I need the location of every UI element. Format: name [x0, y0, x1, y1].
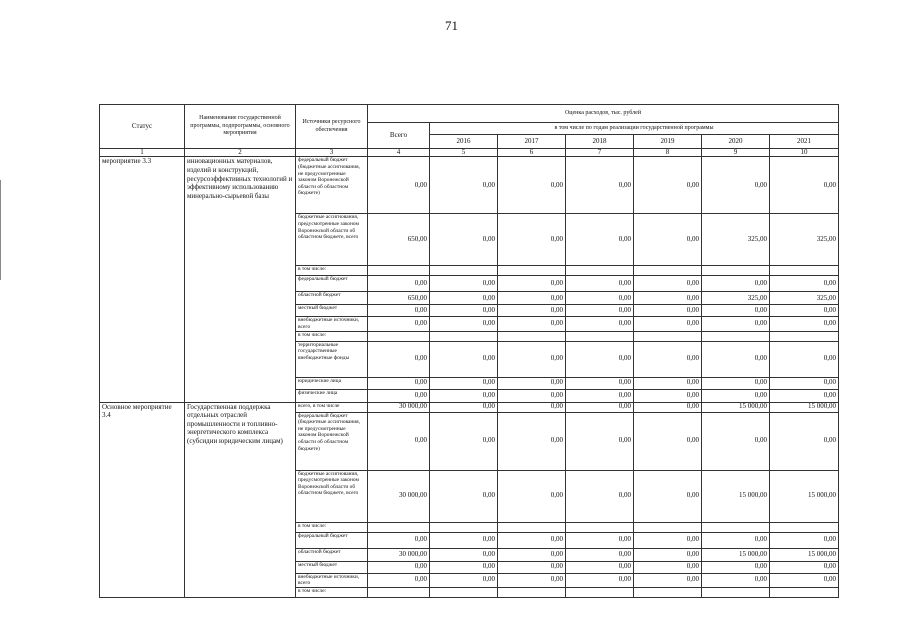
year-value-cell: 0,00	[430, 412, 498, 470]
year-value-cell: 0,00	[566, 389, 634, 402]
source-cell: в том числе:	[296, 331, 368, 341]
year-value-cell: 0,00	[498, 389, 566, 402]
year-value-cell: 0,00	[702, 305, 770, 317]
total-value-cell: 0,00	[368, 389, 430, 402]
year-value-cell: 0,00	[770, 532, 839, 548]
year-value-cell	[498, 331, 566, 341]
year-value-cell	[770, 587, 839, 597]
year-value-cell: 0,00	[430, 157, 498, 214]
year-value-cell: 0,00	[770, 317, 839, 331]
year-value-cell	[770, 522, 839, 532]
year-value-cell: 0,00	[634, 157, 702, 214]
year-value-cell: 0,00	[634, 561, 702, 573]
header-year: 2019	[634, 135, 702, 149]
year-value-cell: 0,00	[634, 341, 702, 377]
header-year: 2018	[566, 135, 634, 149]
year-value-cell: 0,00	[566, 532, 634, 548]
year-value-cell: 0,00	[430, 377, 498, 389]
year-value-cell: 0,00	[634, 317, 702, 331]
total-value-cell: 0,00	[368, 341, 430, 377]
column-number: 8	[634, 149, 702, 157]
total-value-cell: 650,00	[368, 292, 430, 305]
source-cell: областной бюджет	[296, 292, 368, 305]
year-value-cell: 0,00	[430, 402, 498, 412]
year-value-cell: 0,00	[702, 573, 770, 587]
year-value-cell: 0,00	[430, 532, 498, 548]
year-value-cell: 0,00	[634, 412, 702, 470]
year-value-cell: 0,00	[430, 573, 498, 587]
year-value-cell: 0,00	[566, 377, 634, 389]
year-value-cell: 0,00	[498, 561, 566, 573]
table-row	[100, 402, 839, 412]
year-value-cell: 15 000,00	[702, 470, 770, 522]
year-value-cell: 0,00	[702, 157, 770, 214]
year-value-cell: 0,00	[770, 377, 839, 389]
year-value-cell: 0,00	[702, 341, 770, 377]
year-value-cell: 0,00	[430, 305, 498, 317]
year-value-cell: 0,00	[566, 292, 634, 305]
source-cell: федеральный бюджет (бюджетные ассигнования, не предусмотренные законом Воронежской области об областном бюджете)	[296, 157, 368, 214]
year-value-cell	[770, 331, 839, 341]
column-number: 2	[185, 149, 296, 157]
year-value-cell: 0,00	[770, 157, 839, 214]
year-value-cell	[566, 331, 634, 341]
header-total: Всего	[368, 123, 430, 149]
year-value-cell: 0,00	[566, 317, 634, 331]
year-value-cell	[566, 587, 634, 597]
year-value-cell: 0,00	[566, 402, 634, 412]
year-value-cell	[634, 522, 702, 532]
year-value-cell: 0,00	[498, 341, 566, 377]
year-value-cell: 0,00	[498, 402, 566, 412]
year-value-cell: 0,00	[566, 548, 634, 561]
year-value-cell: 0,00	[702, 276, 770, 292]
year-value-cell: 0,00	[770, 276, 839, 292]
year-value-cell: 0,00	[430, 561, 498, 573]
year-value-cell	[430, 522, 498, 532]
total-value-cell: 0,00	[368, 561, 430, 573]
total-value-cell: 0,00	[368, 157, 430, 214]
year-value-cell: 0,00	[634, 532, 702, 548]
total-value-cell: 0,00	[368, 276, 430, 292]
source-cell: территориальные государственные внебюджетные фонды	[296, 341, 368, 377]
year-value-cell: 0,00	[770, 561, 839, 573]
year-value-cell: 0,00	[634, 292, 702, 305]
source-cell: физические лица	[296, 389, 368, 402]
source-cell: федеральный бюджет (бюджетные ассигнования, не предусмотренные законом Воронежской области об областном бюджете)	[296, 412, 368, 470]
year-value-cell: 0,00	[634, 377, 702, 389]
year-value-cell	[702, 522, 770, 532]
header-sources: Источники ресурсного обеспечения	[296, 105, 368, 149]
column-number: 5	[430, 149, 498, 157]
source-cell: в том числе:	[296, 266, 368, 276]
year-value-cell: 0,00	[634, 548, 702, 561]
year-value-cell: 0,00	[702, 561, 770, 573]
source-cell: местный бюджет	[296, 561, 368, 573]
program-name-cell: Государственная поддержка отдельных отраслей промышленности и топливно-энергетического комплекса (субсидии юридическим лицам)	[185, 402, 296, 597]
year-value-cell: 0,00	[634, 389, 702, 402]
year-value-cell	[702, 331, 770, 341]
column-number: 6	[498, 149, 566, 157]
total-value-cell: 0,00	[368, 412, 430, 470]
total-value-cell: 30 000,00	[368, 402, 430, 412]
year-value-cell: 0,00	[634, 276, 702, 292]
total-value-cell: 0,00	[368, 377, 430, 389]
year-value-cell: 0,00	[770, 305, 839, 317]
year-value-cell: 0,00	[498, 470, 566, 522]
year-value-cell: 0,00	[430, 341, 498, 377]
year-value-cell: 0,00	[702, 532, 770, 548]
year-value-cell: 0,00	[498, 157, 566, 214]
year-value-cell: 0,00	[566, 341, 634, 377]
year-value-cell: 0,00	[566, 214, 634, 266]
budget-table	[99, 104, 839, 598]
program-name-cell: инновационных материалов, изделий и конструкций, ресурсоэффективных технологий и эффективному использованию минерально-сырьевой базы	[185, 157, 296, 402]
year-value-cell	[702, 587, 770, 597]
year-value-cell: 0,00	[566, 470, 634, 522]
year-value-cell: 0,00	[634, 470, 702, 522]
year-value-cell: 0,00	[430, 317, 498, 331]
total-value-cell: 0,00	[368, 317, 430, 331]
year-value-cell	[430, 331, 498, 341]
source-cell: всего, в том числе	[296, 402, 368, 412]
year-value-cell: 0,00	[702, 389, 770, 402]
year-value-cell: 0,00	[498, 214, 566, 266]
year-value-cell: 0,00	[566, 573, 634, 587]
year-value-cell: 0,00	[566, 276, 634, 292]
year-value-cell: 0,00	[634, 573, 702, 587]
year-value-cell: 0,00	[498, 292, 566, 305]
year-value-cell	[430, 266, 498, 276]
year-value-cell: 0,00	[566, 412, 634, 470]
total-value-cell	[368, 587, 430, 597]
source-cell: в том числе:	[296, 522, 368, 532]
year-value-cell	[634, 266, 702, 276]
source-cell: внебюджетные источники, всего	[296, 573, 368, 587]
year-value-cell: 0,00	[498, 276, 566, 292]
total-value-cell: 0,00	[368, 532, 430, 548]
year-value-cell: 0,00	[430, 214, 498, 266]
year-value-cell	[498, 587, 566, 597]
year-value-cell	[430, 587, 498, 597]
header-name: Наименование государственной программы, подпрограммы, основного мероприятия	[185, 105, 296, 149]
year-value-cell	[566, 266, 634, 276]
year-value-cell: 0,00	[770, 389, 839, 402]
table-body	[100, 157, 839, 597]
column-number: 3	[296, 149, 368, 157]
header-year: 2020	[702, 135, 770, 149]
page-number: 71	[445, 18, 458, 33]
source-cell: юридические лица	[296, 377, 368, 389]
year-value-cell: 0,00	[634, 402, 702, 412]
year-value-cell: 325,00	[702, 292, 770, 305]
year-value-cell: 325,00	[770, 292, 839, 305]
year-value-cell: 325,00	[770, 214, 839, 266]
total-value-cell: 30 000,00	[368, 548, 430, 561]
year-value-cell: 0,00	[566, 305, 634, 317]
year-value-cell: 15 000,00	[702, 548, 770, 561]
year-value-cell: 325,00	[702, 214, 770, 266]
scan-edge-line	[0, 180, 1, 280]
year-value-cell: 0,00	[634, 305, 702, 317]
year-value-cell: 0,00	[566, 157, 634, 214]
year-value-cell: 0,00	[498, 305, 566, 317]
year-value-cell: 0,00	[498, 377, 566, 389]
source-cell: федеральный бюджет	[296, 532, 368, 548]
total-value-cell	[368, 331, 430, 341]
total-value-cell: 0,00	[368, 573, 430, 587]
year-value-cell: 0,00	[430, 292, 498, 305]
year-value-cell: 0,00	[702, 317, 770, 331]
year-value-cell: 0,00	[702, 412, 770, 470]
status-cell: мероприятие 3.3	[100, 157, 185, 402]
source-cell: внебюджетные источники, всего	[296, 317, 368, 331]
header-year: 2016	[430, 135, 498, 149]
year-value-cell	[566, 522, 634, 532]
year-value-cell	[770, 266, 839, 276]
header-status: Статус	[100, 105, 185, 149]
total-value-cell: 650,00	[368, 214, 430, 266]
status-cell: Основное мероприятие 3.4	[100, 402, 185, 597]
header-year: 2021	[770, 135, 839, 149]
year-value-cell: 15 000,00	[770, 402, 839, 412]
column-number: 9	[702, 149, 770, 157]
header-year: 2017	[498, 135, 566, 149]
year-value-cell: 0,00	[498, 548, 566, 561]
column-number: 1	[100, 149, 185, 157]
source-cell: в том числе:	[296, 587, 368, 597]
year-value-cell: 0,00	[770, 573, 839, 587]
total-value-cell: 0,00	[368, 305, 430, 317]
source-cell: федеральный бюджет	[296, 276, 368, 292]
year-value-cell	[702, 266, 770, 276]
year-value-cell: 0,00	[634, 214, 702, 266]
year-value-cell: 0,00	[498, 412, 566, 470]
year-value-cell: 0,00	[430, 389, 498, 402]
table-row	[100, 157, 839, 214]
year-value-cell: 15 000,00	[702, 402, 770, 412]
year-value-cell	[498, 266, 566, 276]
year-value-cell	[498, 522, 566, 532]
year-value-cell: 0,00	[498, 532, 566, 548]
column-number: 10	[770, 149, 839, 157]
year-value-cell: 0,00	[430, 548, 498, 561]
source-cell: областной бюджет	[296, 548, 368, 561]
source-cell: бюджетные ассигнования, предусмотренные законом Воронежской области об областном бюджете, всего	[296, 214, 368, 266]
source-cell: бюджетные ассигнования, предусмотренные законом Воронежской области об областном бюджете, всего	[296, 470, 368, 522]
year-value-cell	[634, 331, 702, 341]
total-value-cell	[368, 522, 430, 532]
header-by-years: в том числе по годам реализации государственной программы	[430, 123, 839, 135]
year-value-cell: 0,00	[430, 276, 498, 292]
header-estimate: Оценка расходов, тыс. рублей	[368, 105, 839, 123]
year-value-cell: 0,00	[566, 561, 634, 573]
total-value-cell	[368, 266, 430, 276]
column-number: 4	[368, 149, 430, 157]
total-value-cell: 30 000,00	[368, 470, 430, 522]
source-cell: местный бюджет	[296, 305, 368, 317]
year-value-cell: 0,00	[770, 341, 839, 377]
year-value-cell: 0,00	[498, 573, 566, 587]
year-value-cell	[634, 587, 702, 597]
year-value-cell: 15 000,00	[770, 470, 839, 522]
year-value-cell: 0,00	[702, 377, 770, 389]
column-number: 7	[566, 149, 634, 157]
year-value-cell: 0,00	[770, 412, 839, 470]
year-value-cell: 0,00	[430, 470, 498, 522]
year-value-cell: 15 000,00	[770, 548, 839, 561]
year-value-cell: 0,00	[498, 317, 566, 331]
